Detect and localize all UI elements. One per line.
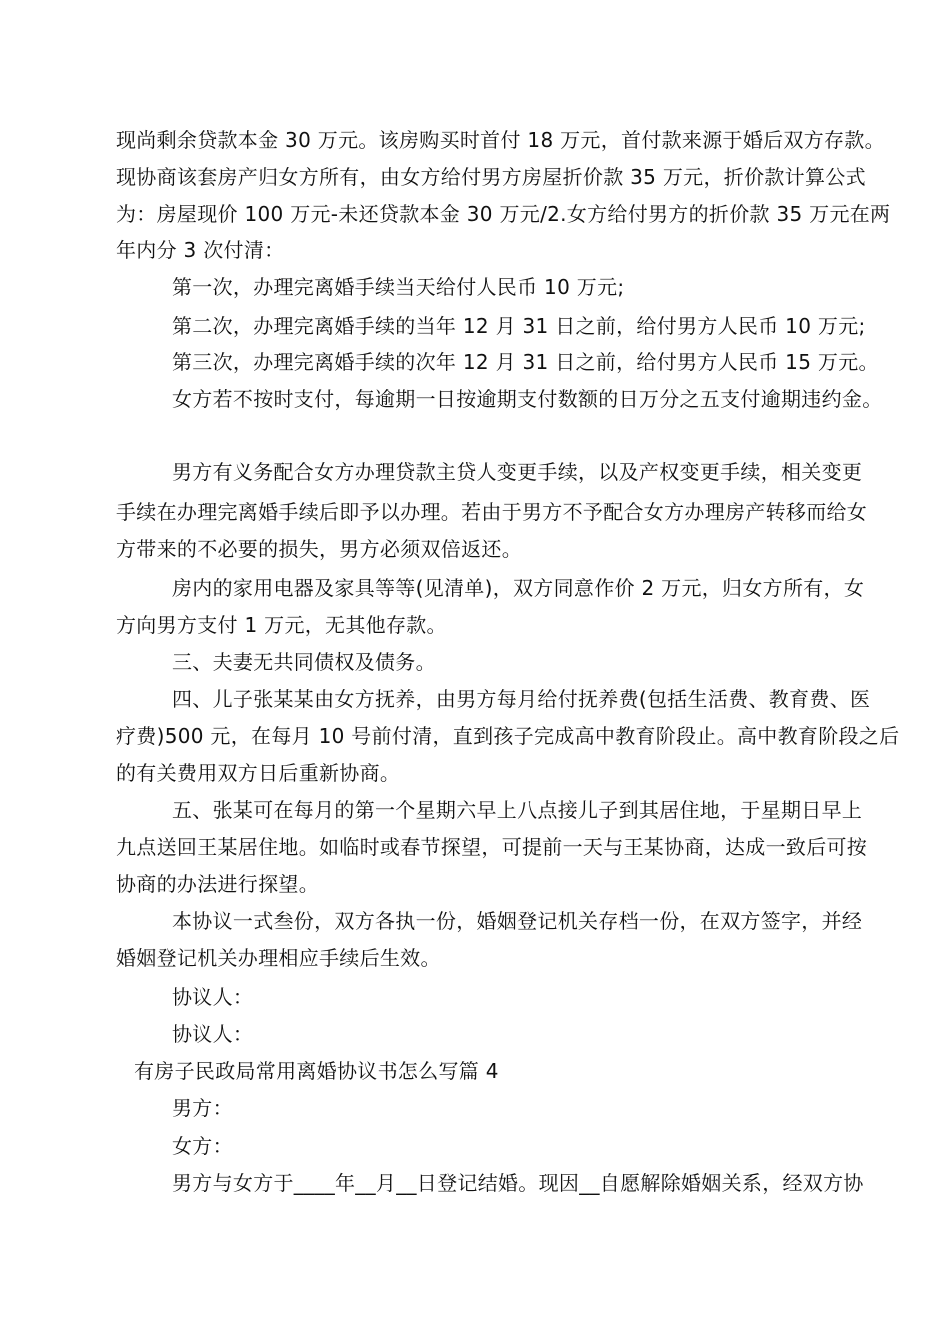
- paragraph-line: 现协商该套房产归女方所有，由女方给付男方房屋折价款 35 万元，折价款计算公式: [116, 165, 866, 189]
- paragraph-line: 的有关费用双方日后重新协商。: [116, 761, 401, 785]
- paragraph-line: 男方与女方于____年__月__日登记结婚。现因__自愿解除婚姻关系，经双方协: [172, 1171, 864, 1195]
- paragraph-line: 年内分 3 次付清：: [116, 238, 285, 262]
- payment-item-third: 第三次，办理完离婚手续的次年 12 月 31 日之前，给付男方人民币 15 万元。: [172, 350, 879, 374]
- payment-item-first: 第一次，办理完离婚手续当天给付人民币 10 万元;: [172, 275, 625, 299]
- clause-four: 四、儿子张某某由女方抚养，由男方每月给付抚养费(包括生活费、教育费、医: [172, 687, 871, 711]
- paragraph-line: 九点送回王某居住地。如临时或春节探望，可提前一天与王某协商，达成一致后可按: [116, 835, 868, 859]
- paragraph-line: 婚姻登记机关办理相应手续后生效。: [116, 946, 441, 970]
- paragraph-line: 疗费)500 元，在每月 10 号前付清，直到孩子完成高中教育阶段止。高中教育阶段之后: [116, 724, 900, 748]
- paragraph-line: 方向男方支付 1 万元，无其他存款。: [116, 613, 447, 637]
- paragraph-line: 本协议一式叁份，双方各执一份，婚姻登记机关存档一份，在双方签字，并经: [172, 909, 863, 933]
- paragraph-line: 现尚剩余贷款本金 30 万元。该房购买时首付 18 万元，首付款来源于婚后双方存款。: [116, 128, 885, 152]
- clause-five: 五、张某可在每月的第一个星期六早上八点接儿子到其居住地，于星期日早上: [172, 798, 863, 822]
- signatory-label: 协议人：: [172, 985, 254, 1009]
- party-male-label: 男方：: [172, 1096, 233, 1120]
- paragraph-line: 协商的办法进行探望。: [116, 872, 319, 896]
- paragraph-line: 男方有义务配合女方办理贷款主贷人变更手续，以及产权变更手续，相关变更: [172, 460, 863, 484]
- clause-three: 三、夫妻无共同债权及债务。: [172, 650, 436, 674]
- paragraph-line: 房内的家用电器及家具等等(见清单)，双方同意作价 2 万元，归女方所有，女: [172, 576, 865, 600]
- party-female-label: 女方：: [172, 1134, 233, 1158]
- paragraph-line: 为：房屋现价 100 万元-未还贷款本金 30 万元/2.女方给付男方的折价款 35 万元在两: [116, 202, 891, 226]
- paragraph-line: 手续在办理完离婚手续后即予以办理。若由于男方不予配合女方办理房产转移而给女: [116, 500, 868, 524]
- paragraph-line: 方带来的不必要的损失，男方必须双倍返还。: [116, 537, 522, 561]
- section-heading: 有房子民政局常用离婚协议书怎么写篇 4: [134, 1059, 499, 1083]
- signatory-label: 协议人：: [172, 1022, 254, 1046]
- payment-item-second: 第二次，办理完离婚手续的当年 12 月 31 日之前，给付男方人民币 10 万元;: [172, 314, 866, 338]
- penalty-clause: 女方若不按时支付，每逾期一日按逾期支付数额的日万分之五支付逾期违约金。: [172, 387, 883, 411]
